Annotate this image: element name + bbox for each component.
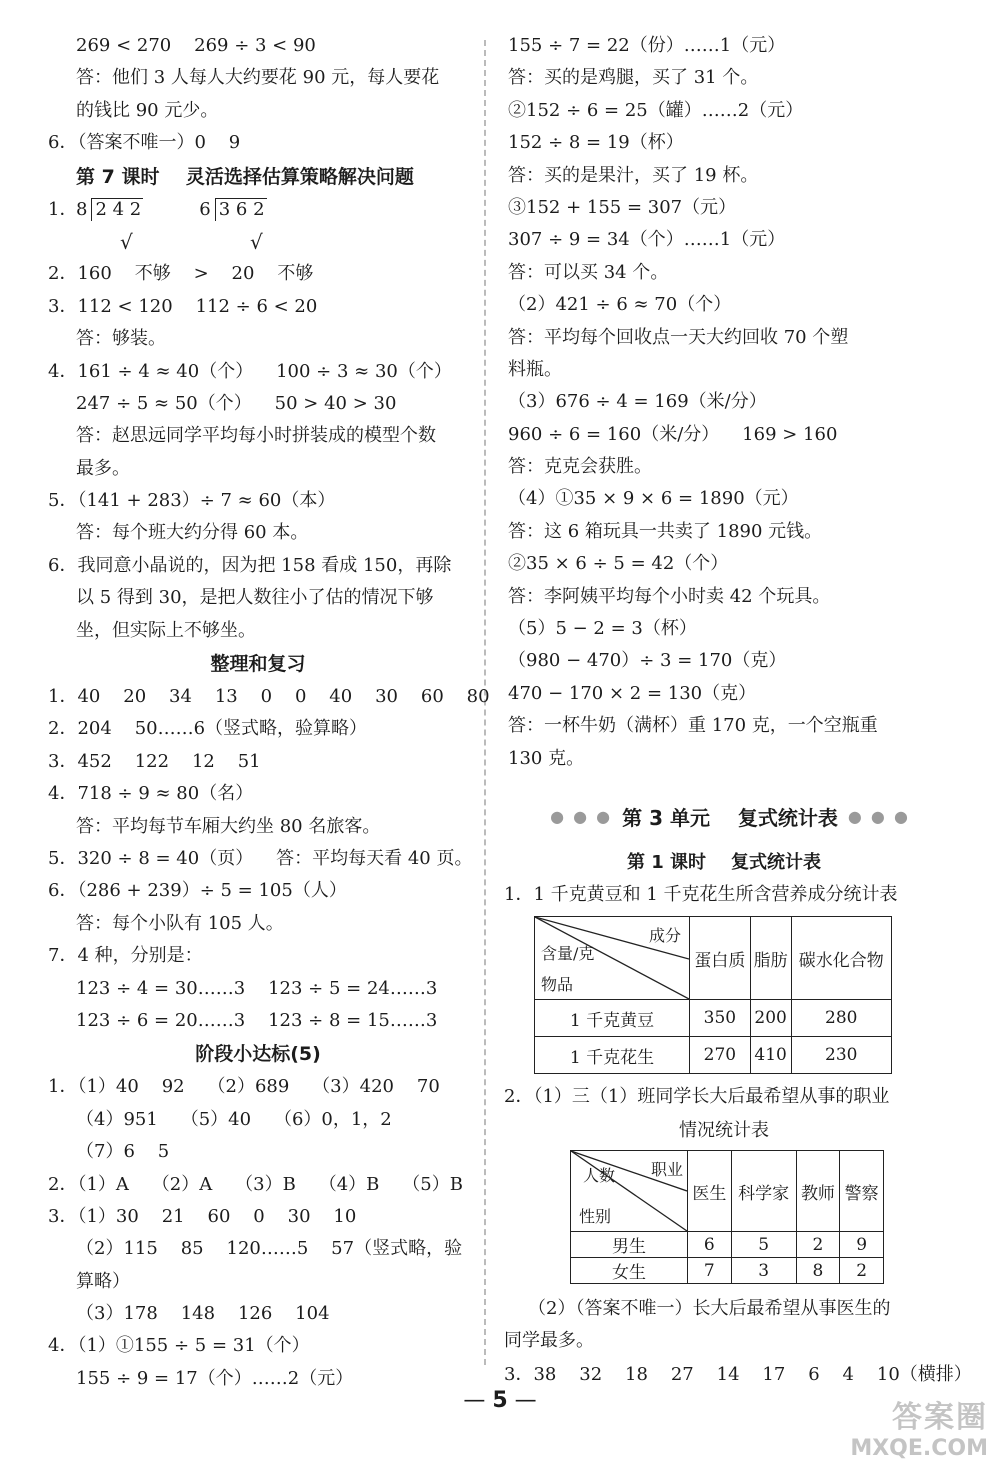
- table-cell: 6: [688, 1232, 732, 1258]
- answer-line: 答：平均每个回收点一天大约回收 70 个塑: [508, 326, 849, 348]
- table-cell: 270: [690, 1037, 751, 1074]
- diag-label-bottom: 物品: [541, 975, 574, 994]
- answer-line: 307 ÷ 9 = 34（个）……1（元）: [508, 229, 786, 251]
- question-2-part-2-line-2: 同学最多。: [504, 1330, 594, 1351]
- answer-line: 130 克。: [508, 747, 585, 769]
- answer-line: 123 ÷ 6 = 20……3 123 ÷ 8 = 15……3: [76, 1009, 438, 1031]
- dividend: 2 4 2: [91, 198, 143, 221]
- row-label: 1 千克花生: [535, 1037, 690, 1074]
- answer-line: 960 ÷ 6 = 160（米/分） 169 > 160: [508, 423, 838, 445]
- table-diagonal-header: [535, 917, 690, 1000]
- column-header: 脂肪: [750, 917, 791, 1000]
- answer-line: 2．160 不够 > 20 不够: [48, 263, 314, 285]
- answer-line: 4．（1）①155 ÷ 5 = 31（个）: [48, 1335, 310, 1357]
- answer-line: 3．（1）30 21 60 0 30 10: [48, 1205, 357, 1227]
- table-cell: 410: [750, 1037, 791, 1074]
- answer-line: （4）①35 × 9 × 6 = 1890（元）: [508, 488, 799, 510]
- table-row: [535, 1000, 892, 1037]
- column-header: 警察: [840, 1151, 884, 1232]
- answer-line: 470 − 170 × 2 = 130（克）: [508, 682, 757, 704]
- answer-line: 152 ÷ 8 = 19（杯）: [508, 132, 684, 154]
- long-division: [199, 194, 266, 226]
- section-heading: 第 7 课时 灵活选择估算策略解决问题: [76, 165, 414, 188]
- diag-label-top: 成分: [648, 926, 681, 945]
- diag-label-mid: 人数: [583, 1166, 616, 1185]
- answer-line: 6．（286 + 239）÷ 5 = 105（人）: [48, 880, 347, 902]
- column-header: 碳水化合物: [791, 917, 891, 1000]
- table-cell: 350: [690, 1000, 751, 1037]
- table-row: [571, 1232, 884, 1258]
- answer-line: （5）5 − 2 = 3（杯）: [508, 618, 697, 640]
- right-column: [504, 30, 944, 775]
- column-header: 教师: [796, 1151, 840, 1232]
- answer-line: 1．40 20 34 13 0 0 40 30 60 80: [48, 686, 490, 708]
- answer-line: 4．718 ÷ 9 ≈ 80（名）: [48, 783, 254, 805]
- question-1-title: 1．1 千克黄豆和 1 千克花生所含营养成分统计表: [504, 884, 898, 905]
- dividend: 3 6 2: [215, 198, 267, 221]
- check-mark-icon: √: [120, 229, 133, 254]
- decorative-dots-left: ● ● ●: [550, 806, 613, 826]
- question-2-line-1: 2．（1）三（1）班同学长大后最希望从事的职业: [504, 1086, 890, 1107]
- answer-line: [48, 194, 468, 226]
- section-heading: 整理和复习: [210, 653, 306, 676]
- answer-line: （3）178 148 126 104: [76, 1303, 330, 1325]
- table-row: [571, 1258, 884, 1284]
- answer-line: （7）6 5: [76, 1141, 170, 1163]
- answer-line: 123 ÷ 4 = 30……3 123 ÷ 5 = 24……3: [76, 977, 438, 999]
- answer-line: 2．204 50……6（竖式略，验算略）: [48, 718, 368, 740]
- table-cell: 3: [731, 1258, 796, 1284]
- watermark-logo: [850, 1392, 988, 1461]
- answer-line: 坐，但实际上不够坐。: [76, 619, 256, 641]
- question-2-line-2: 情况统计表: [679, 1120, 769, 1141]
- answer-line: 155 ÷ 7 = 22（份）……1（元）: [508, 35, 786, 56]
- long-division: [76, 194, 143, 226]
- answer-line: 答：赵思远同学平均每小时拼装成的模型个数: [76, 425, 436, 447]
- answer-line: 答：每个小队有 105 人。: [76, 912, 284, 934]
- question-3-answers: 3．38 32 18 27 14 17 6 4 10（横排）: [504, 1364, 972, 1385]
- answer-line: （980 − 470）÷ 3 = 170（克）: [508, 650, 787, 672]
- page-number: — 5 —: [463, 1388, 537, 1413]
- answer-line: 答：每个班大约分得 60 本。: [76, 522, 309, 544]
- nutrition-table: [534, 916, 892, 1074]
- answer-line: （3）676 ÷ 4 = 169（米/分）: [508, 391, 767, 413]
- diag-label-top: 职业: [650, 1160, 683, 1179]
- answer-line: （2）421 ÷ 6 ≈ 70（个）: [508, 294, 732, 316]
- answer-line: ③152 + 155 = 307（元）: [508, 196, 737, 218]
- table-cell: 200: [750, 1000, 791, 1037]
- left-column: [48, 30, 490, 1395]
- answer-line: ②35 × 6 ÷ 5 = 42（个）: [508, 553, 729, 575]
- answer-line: 答：克克会获胜。: [508, 456, 652, 478]
- decorative-dots-right: ● ● ●: [847, 806, 910, 826]
- answer-line: 4．161 ÷ 4 ≈ 40（个） 100 ÷ 3 ≈ 30（个）: [48, 360, 452, 382]
- answer-line: 247 ÷ 5 ≈ 50（个） 50 > 40 > 30: [76, 392, 397, 414]
- column-header: 医生: [688, 1151, 732, 1232]
- answer-line: ②152 ÷ 6 = 25（罐）……2（元）: [508, 99, 804, 121]
- row-label: 1 千克黄豆: [535, 1000, 690, 1037]
- question-number: 1．: [48, 198, 78, 220]
- watermark-text: 答案圈: [892, 1400, 988, 1435]
- lesson-heading: 第 1 课时 复式统计表: [626, 852, 822, 873]
- diag-label-bottom: 性别: [579, 1207, 612, 1226]
- answer-line: 答：平均每节车厢大约坐 80 名旅客。: [76, 815, 381, 837]
- check-mark-icon: √: [250, 229, 263, 254]
- answer-line: 5．（141 + 283）÷ 7 ≈ 60（本）: [48, 490, 336, 512]
- divisor: 6: [199, 198, 211, 220]
- section-heading: 阶段小达标(5): [195, 1043, 321, 1066]
- answer-line: 答：买的是鸡腿，买了 31 个。: [508, 67, 759, 89]
- answer-line: 算略）: [76, 1270, 130, 1292]
- table-cell: 7: [688, 1258, 732, 1284]
- question-2-part-2-line-1: （2）（答案不唯一）长大后最希望从事医生的: [528, 1298, 891, 1319]
- table-cell: 2: [796, 1232, 840, 1258]
- answer-line: 料瓶。: [508, 358, 562, 380]
- answer-line: 6．（答案不唯一）0 9: [48, 132, 241, 154]
- answer-line: 6．我同意小晶说的，因为把 158 看成 150，再除: [48, 554, 452, 576]
- answer-line: 5．320 ÷ 8 = 40（页） 答：平均每天看 40 页。: [48, 847, 473, 869]
- answer-line: 的钱比 90 元少。: [76, 99, 219, 121]
- answer-line: 7．4 种，分别是：: [48, 945, 203, 967]
- answer-line: （2）115 85 120……5 57（竖式略，验: [76, 1238, 463, 1260]
- answer-line: 答：买的是果汁，买了 19 杯。: [508, 164, 759, 186]
- column-header: 蛋白质: [690, 917, 751, 1000]
- career-table: [570, 1150, 884, 1284]
- answer-line: 答：他们 3 人每人大约要花 90 元，每人要花: [76, 67, 440, 89]
- answer-line: 答：可以买 34 个。: [508, 261, 669, 283]
- table-cell: 230: [791, 1037, 891, 1074]
- page-number-value: 5: [492, 1388, 508, 1413]
- table-row: [535, 1037, 892, 1074]
- row-label: 女生: [571, 1258, 688, 1284]
- watermark-url: MXQE.COM: [850, 1436, 988, 1461]
- table-cell: 5: [731, 1232, 796, 1258]
- diag-label-mid: 含量/克: [541, 944, 595, 963]
- answer-line: （4）951 （5）40 （6）0，1，2: [76, 1108, 392, 1130]
- answer-line: 答：李阿姨平均每个小时卖 42 个玩具。: [508, 585, 831, 607]
- table-diagonal-header: [571, 1151, 688, 1232]
- table-cell: 280: [791, 1000, 891, 1037]
- unit-title: 第 3 单元 复式统计表: [622, 805, 838, 830]
- answer-line: 答：一杯牛奶（满杯）重 170 克，一个空瓶重: [508, 715, 878, 737]
- answer-line: 2．（1）A （2）A （3）B （4）B （5）B: [48, 1173, 463, 1195]
- answer-line: 最多。: [76, 457, 130, 479]
- table-cell: 9: [840, 1232, 884, 1258]
- unit-header: [520, 796, 940, 836]
- answer-line: 答：这 6 箱玩具一共卖了 1890 元钱。: [508, 520, 823, 542]
- column-header: 科学家: [731, 1151, 796, 1232]
- answer-line: 155 ÷ 9 = 17（个）……2（元）: [76, 1367, 354, 1389]
- row-label: 男生: [571, 1232, 688, 1258]
- answer-line: 以 5 得到 30，是把人数往小了估的情况下够: [76, 587, 434, 609]
- divisor: 8: [76, 198, 88, 220]
- check-marks-row: [48, 226, 468, 258]
- answer-line: 3．112 < 120 112 ÷ 6 < 20: [48, 295, 318, 317]
- answer-line: 3．452 122 12 51: [48, 750, 261, 772]
- answer-line: 269 < 270 269 ÷ 3 < 90: [76, 35, 316, 56]
- answer-line: 答：够装。: [76, 328, 166, 350]
- answer-line: 1．（1）40 92 （2）689 （3）420 70: [48, 1076, 440, 1098]
- table-cell: 8: [796, 1258, 840, 1284]
- table-cell: 2: [840, 1258, 884, 1284]
